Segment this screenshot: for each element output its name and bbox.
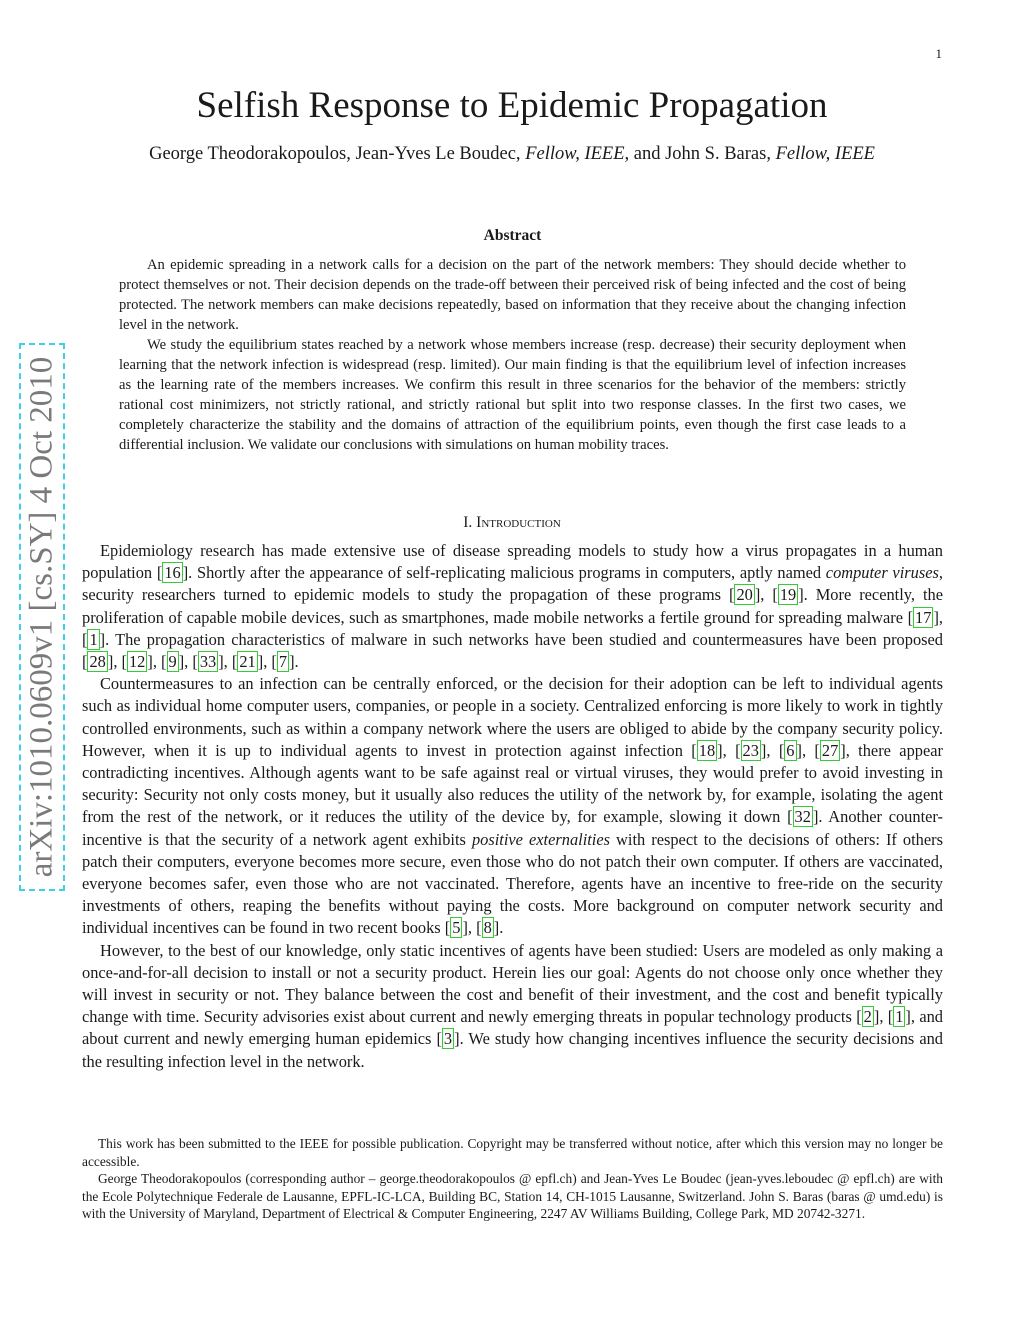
citation-link[interactable]: 19 — [779, 585, 797, 605]
abstract-paragraph-2: We study the equilibrium states reached by a network whose members increase (resp. decrease) their security deployment when learning that the network infection is widespread (resp. limited). Our main finding is that the equilibrium level of infection increases as the learning rate of the members increases. We confirm this result in three scenarios for the behavior of the members: strictly rational cost minimizers, not strictly rational, and strictly rational but split into two response classes. In the first two cases, we completely characterize the stability and the domains of attraction of the equilibrium points, even though the first case leads to a differential inclusion. We validate our conclusions with simulations on human mobility traces. — [119, 337, 906, 453]
text-run: , and about current and newly emerging human epidemics — [82, 1007, 943, 1049]
author-line — [0, 144, 1024, 165]
citation-link[interactable]: 18 — [698, 740, 716, 760]
citation-link[interactable]: 28 — [89, 652, 106, 672]
section-title: Introduction — [476, 514, 561, 531]
section-heading — [0, 514, 1024, 532]
citation-link[interactable]: 17 — [915, 607, 932, 627]
citation-link[interactable]: 16 — [164, 563, 181, 583]
citation-link[interactable]: 32 — [794, 807, 811, 827]
abstract-heading: Abstract — [483, 227, 542, 244]
abstract — [119, 227, 906, 455]
text-run: . — [294, 652, 299, 672]
footnote-ieee-notice: This work has been submitted to the IEEE for possible publication. Copyright may be transferred without notice, after which this version may no longer be accessible. — [82, 1136, 943, 1169]
citation-link[interactable]: 6 — [786, 740, 795, 760]
citation-link[interactable]: 23 — [742, 740, 759, 760]
emphasis-text: positive externalities — [471, 829, 611, 849]
text-run: Epidemiology research has made extensive use of disease spreading models to study how a virus propagates in a human population — [82, 541, 943, 583]
paper-title: Selfish Response to Epidemic Propagation — [196, 85, 828, 126]
text-run: . More recently, the proliferation of capable mobile devices, such as smartphones, made mobile networks a fertile ground for spreading malware — [82, 585, 943, 627]
author-names-1: George Theodorakopoulos, Jean-Yves Le Boudec, — [149, 144, 526, 164]
emphasis-text: computer viruses — [825, 563, 939, 583]
citation-link[interactable]: 2 — [863, 1007, 872, 1027]
section-numeral: I. — [463, 514, 477, 531]
text-run: , security researchers turned to epidemic models to study the propagation of these programs — [82, 563, 943, 605]
citation-link[interactable]: 3 — [443, 1029, 453, 1049]
text-run: However, to the best of our knowledge, only static incentives of agents have been studied: Users are modeled as only making a once-and-for-all decision to install or not a security product. Herein lies our goal: Agents do not choose only once whether they will invest in security or not. They balance between the cost and benefit of their investment, and the cost and benefit typically change with time. Security advisories exist about current and newly emerging threats in popular technology products — [82, 940, 943, 1027]
citation-link[interactable]: 21 — [239, 652, 256, 672]
abstract-paragraph-1: An epidemic spreading in a network calls for a decision on the part of the network members: They should decide whether to protect themselves or not. Their decision depends on the trade-off between their perceived risk of being infected and the cost of being protected. The network members can make decisions repeatedly, based on information that they receive about the changing infection level in the network. — [119, 257, 906, 333]
introduction-body — [82, 540, 943, 1073]
author-title-1: Fellow, IEEE, — [525, 144, 630, 164]
intro-paragraph-2: Countermeasures to an infection can be centrally enforced, or the decision for their adoption can be left to individual agents such as individual home computer users, companies, or people in a society. Centralized enforcing is more likely to work in tightly controlled environments, such as within a company network where the users are obliged to abide by the company security policy. However, when it is up to individual agents to invest in protection against infection [ 18 ], [ 23 ], [ 6 ], [ 27 ], there appear contradicting incentives. Although agents want to be safe against real or virtual viruses, they would prefer to avoid investing in security: Security not only costs money, but it usually also reduces the utility of the network by, for example, isolating the agent from the rest of the network, or it reduces the utility of the device by, for example, slowing it down [ 32 ]. Another counter-incentive is that the security of a network agent exhibits positive externalities with respect to the decisions of others: If others patch their computers, everyone becomes more secure, even those who do not patch their own computer. If others are vaccinated, everyone becomes safer, even those who are not vaccinated. Therefore, agents have an incentive to free-ride on the security investments of others, reaping the benefits without paying the costs. More background on computer network security and individual incentives can be found in two recent books [ 5 ], [ 8 ]. — [82, 674, 943, 938]
citation-link[interactable]: 1 — [895, 1007, 904, 1027]
footnotes — [82, 1135, 943, 1223]
text-run: . Shortly after the appearance of self-replicating malicious programs in computers, aptly named — [188, 563, 826, 583]
text-run: , there appear contradicting incentives. Although agents want to be safe against real or virtual viruses, they would prefer to avoid investing in security: Security not only costs money, but it usually also reduces the utility of the network by, for example, isolating the agent from the rest of the network, or it reduces the utility of the device by, for example, slowing it down — [82, 740, 943, 827]
arxiv-stamp-text: arXiv:1010.0609v1 [cs.SY] 4 Oct 2010 — [23, 356, 60, 878]
citation-link[interactable]: 5 — [452, 918, 461, 938]
text-run: with respect to the decisions of others: If others patch their computers, everyone becomes more secure, even those who do not patch their own computer. If others are vaccinated, everyone becomes safer, even those who are not vaccinated. Therefore, agents have an incentive to free-ride on the security investments of others, reaping the benefits without paying the costs. More background on computer network security and individual incentives can be found in two recent books — [82, 829, 943, 938]
text-run: . Another counter-incentive is that the security of a network agent exhibits — [82, 807, 943, 849]
citation-link[interactable]: 7 — [278, 652, 288, 672]
author-title-2: Fellow, IEEE — [775, 144, 875, 164]
page-number: 1 — [935, 46, 942, 61]
citation-link[interactable]: 12 — [128, 652, 146, 672]
citation-link[interactable]: 33 — [199, 652, 217, 672]
citation-link[interactable]: 20 — [736, 585, 753, 605]
citation-link[interactable]: 9 — [168, 652, 177, 672]
footnote-affiliations: George Theodorakopoulos (corresponding author – george.theodorakopoulos @ epfl.ch) and Jean-Yves Le Boudec (jean-yves.leboudec @ epfl.ch) are with the Ecole Polytechnique Federale de Lausanne, EPFL-IC-LCA, Building BC, Station 14, CH-1015 Lausanne, Switzerland. John S. Baras (baras @ umd.edu) is with the University of Maryland, Department of Electrical & Computer Engineering, 2247 AV Williams Building, College Park, MD 20742-3271. — [82, 1171, 943, 1222]
text-run: . — [499, 918, 504, 938]
intro-paragraph-1: Epidemiology research has made extensive use of disease spreading models to study how a virus propagates in a human population [ 16 ]. Shortly after the appearance of self-replicating malicious programs in computers, aptly named computer viruses, security researchers turned to epidemic models to study the propagation of these programs [ 20 ], [ 19 ]. More recently, the proliferation of capable mobile devices, such as smartphones, made mobile networks a fertile ground for spreading malware [ 17 ], [ 1 ]. The propagation characteristics of malware in such networks have been studied and countermeasures have been proposed [ 28 ], [ 12 ], [ 9 ], [ 33 ], [ 21 ], [ 7 ]. — [82, 541, 943, 672]
citation-link[interactable]: 8 — [483, 918, 492, 938]
text-run: Countermeasures to an infection can be centrally enforced, or the decision for their adoption can be left to individual agents such as individual home computer users, companies, or people in a society. Centralized enforcing is more likely to work in tightly controlled environments, such as within a company network where the users are obliged to abide by the company security policy. However, when it is up to individual agents to invest in protection against infection — [82, 674, 943, 760]
citation-link[interactable]: 1 — [89, 629, 98, 649]
text-run: . We study how changing incentives influence the security decisions and the resulting infection level in the network. — [82, 1029, 943, 1071]
text-run: . The propagation characteristics of malware in such networks have been studied and countermeasures have been proposed — [105, 629, 943, 649]
citation-link[interactable]: 27 — [821, 740, 839, 760]
author-names-2: and John S. Baras, — [629, 144, 776, 164]
arxiv-stamp — [19, 343, 65, 891]
intro-paragraph-3: However, to the best of our knowledge, only static incentives of agents have been studied: Users are modeled as only making a once-and-for-all decision to install or not a security product. Herein lies our goal: Agents do not choose only once whether they will invest in security or not. They balance between the cost and benefit of their investment, and the cost and benefit typically change with time. Security advisories exist about current and newly emerging threats in popular technology products [ 2 ], [ 1 ], and about current and newly emerging human epidemics [ 3 ]. We study how changing incentives influence the security decisions and the resulting infection level in the network. — [82, 940, 943, 1071]
